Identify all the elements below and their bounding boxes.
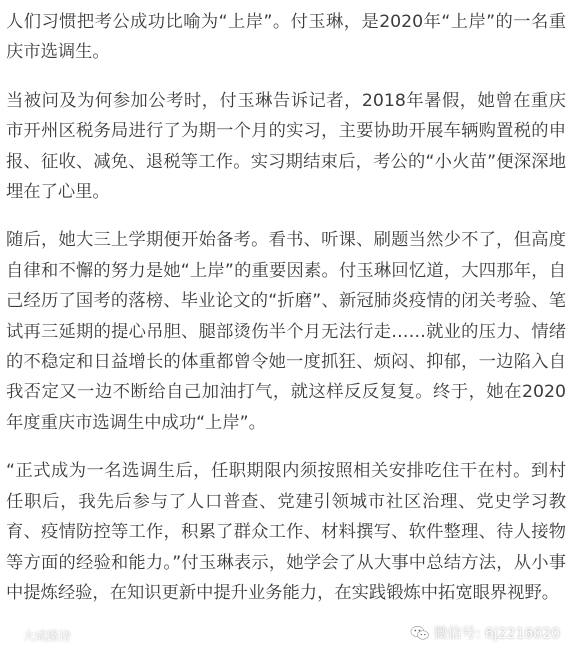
paragraph-4: “正式成为一名选调生后，任职期限内须按照相关安排吃住干在村。到村任职后，我先后参与了人口普查、党建引领城市社区治理、党史学习教育、疫情防控等工作，积累了群众工作、材料撰写、软件整理、待人接物等方面的经验和能力。”付玉琳表示，她学会了从大事中总结方法，从小事中提炼经验，在知识更新中提升业务能力，在实践锻炼中拓宽眼界视野。 [6, 461, 566, 603]
article-body [6, 7, 566, 626]
paragraph-2: 当被问及为何参加公考时，付玉琳告诉记者，2018年暑假，她曾在重庆市开州区税务局进行了为期一个月的实习，主要协助开展车辆购置税的申报、征收、减免、退税等工作。实习期结束后，考公的“小火苗”便深深地埋在了心里。 [6, 90, 566, 203]
wechat-logo-icon [410, 625, 430, 641]
paragraph-1: 人们习惯把考公成功比喻为“上岸”。付玉琳，是2020年“上岸”的一名重庆市选调生。 [6, 12, 566, 63]
paragraph-3: 随后，她大三上学期便开始备考。看书、听课、刷题当然少不了，但高度自律和不懈的努力是她“上岸”的重要因素。付玉琳回忆道，大四那年，自己经历了国考的落榜、毕业论文的“折磨”、新冠肺炎疫情的闭关考验、笔试再三延期的提心吊胆、腿部烫伤半个月无法行走……就业的压力、情绪的不稳定和日益增长的体重都曾令她一度抓狂、烦闷、抑郁，一边陷入自我否定又一边不断给自己加油打气，就这样反反复复。终于，她在2020年度重庆市选调生中成功“上岸”。 [6, 230, 566, 433]
watermark-left [4, 627, 71, 644]
watermark-right-text: 微信号: 6j2216020 [433, 626, 560, 642]
weibo-logo-icon [4, 629, 20, 642]
watermark-right [410, 623, 560, 643]
watermark-left-text: 大成路诗 [23, 629, 72, 643]
